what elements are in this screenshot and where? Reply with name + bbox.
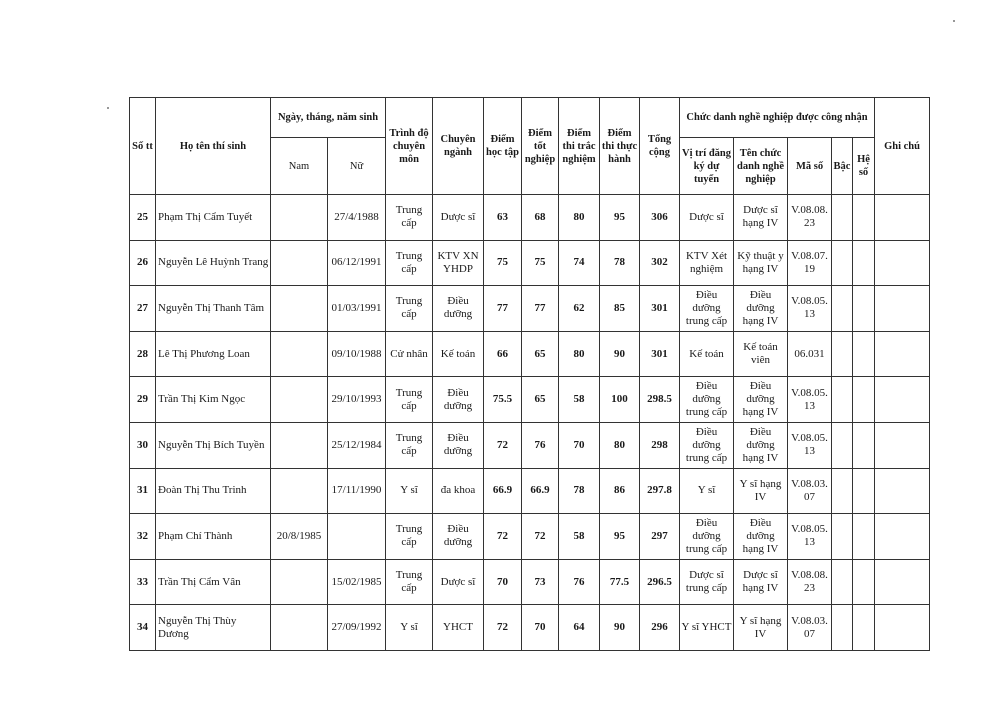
table-row [130,422,930,468]
table-row [130,559,930,605]
row-position: Điều dưỡng trung cấp [680,377,734,423]
row-score-mcq: 58 [559,514,600,560]
row-dob-male [271,331,328,377]
row-position: Dược sĩ trung cấp [680,559,734,605]
row-score-grad: 75 [522,240,559,286]
row-rank [832,195,853,241]
header-score-practice: Điểm thi thực hành [600,98,640,195]
row-dob-female: 29/10/1993 [328,377,386,423]
row-stt: 30 [130,422,156,468]
row-dob-male [271,377,328,423]
row-code: V.08.08. 23 [788,559,832,605]
header-dob-male: Nam [271,138,328,195]
row-rank [832,559,853,605]
row-stt: 26 [130,240,156,286]
row-score-practice: 80 [600,422,640,468]
row-total: 301 [640,286,680,332]
row-major: Dược sĩ [433,559,484,605]
row-rank [832,331,853,377]
row-dob-female: 27/09/1992 [328,605,386,651]
row-position: Kế toán [680,331,734,377]
row-score-grad: 66.9 [522,468,559,514]
header-title-name: Tên chức danh nghề nghiệp [734,138,788,195]
row-name: Nguyễn Thị Bích Tuyền [156,422,271,468]
table-row [130,514,930,560]
row-coef [853,559,875,605]
row-total: 302 [640,240,680,286]
row-position: Y sĩ [680,468,734,514]
row-code: V.08.05. 13 [788,514,832,560]
row-score-mcq: 80 [559,331,600,377]
row-rank [832,514,853,560]
row-score-study: 75 [484,240,522,286]
row-total: 297 [640,514,680,560]
row-score-study: 63 [484,195,522,241]
row-score-grad: 70 [522,605,559,651]
header-level: Trình độ chuyên môn [386,98,433,195]
row-major: Điều dưỡng [433,286,484,332]
row-dob-male [271,240,328,286]
row-total: 298 [640,422,680,468]
table-body [130,195,930,651]
row-position: Dược sĩ [680,195,734,241]
row-position: Điều dưỡng trung cấp [680,514,734,560]
header-score-study: Điểm học tập [484,98,522,195]
row-major: Điều dưỡng [433,377,484,423]
header-major: Chuyên ngành [433,98,484,195]
row-stt: 33 [130,559,156,605]
row-name: Nguyễn Thị Thùy Dương [156,605,271,651]
row-major: KTV XN YHDP [433,240,484,286]
row-code: V.08.03. 07 [788,468,832,514]
row-note [875,195,930,241]
row-level: Y sĩ [386,605,433,651]
row-score-study: 70 [484,559,522,605]
row-stt: 28 [130,331,156,377]
row-dob-female [328,514,386,560]
row-code: V.08.05. 13 [788,377,832,423]
row-note [875,468,930,514]
row-coef [853,377,875,423]
row-coef [853,331,875,377]
row-level: Y sĩ [386,468,433,514]
row-dob-male [271,468,328,514]
row-dob-male [271,286,328,332]
row-stt: 31 [130,468,156,514]
row-note [875,377,930,423]
row-position: Điều dưỡng trung cấp [680,422,734,468]
row-code: V.08.05. 13 [788,286,832,332]
row-title: Y sĩ hạng IV [734,468,788,514]
row-level: Trung cấp [386,195,433,241]
row-dob-male: 20/8/1985 [271,514,328,560]
row-level: Trung cấp [386,377,433,423]
row-total: 301 [640,331,680,377]
row-name: Nguyễn Thị Thanh Tâm [156,286,271,332]
row-name: Nguyễn Lê Huỳnh Trang [156,240,271,286]
row-coef [853,195,875,241]
row-code: V.08.03. 07 [788,605,832,651]
row-dob-male [271,559,328,605]
row-coef [853,605,875,651]
row-score-mcq: 74 [559,240,600,286]
row-score-grad: 73 [522,559,559,605]
row-dob-female: 15/02/1985 [328,559,386,605]
row-major: Điều dưỡng [433,422,484,468]
row-dob-male [271,422,328,468]
row-dob-female: 06/12/1991 [328,240,386,286]
row-dob-female: 27/4/1988 [328,195,386,241]
table-row [130,195,930,241]
row-total: 298.5 [640,377,680,423]
row-score-study: 72 [484,514,522,560]
row-coef [853,286,875,332]
row-name: Lê Thị Phương Loan [156,331,271,377]
row-note [875,331,930,377]
row-note [875,514,930,560]
row-title: Điều dưỡng hạng IV [734,377,788,423]
row-title: Điều dưỡng hạng IV [734,514,788,560]
row-score-mcq: 78 [559,468,600,514]
row-total: 296.5 [640,559,680,605]
row-dob-female: 25/12/1984 [328,422,386,468]
row-level: Trung cấp [386,559,433,605]
row-code: 06.031 [788,331,832,377]
row-score-study: 66 [484,331,522,377]
row-dob-female: 01/03/1991 [328,286,386,332]
row-score-practice: 100 [600,377,640,423]
row-score-practice: 77.5 [600,559,640,605]
row-stt: 32 [130,514,156,560]
row-score-practice: 90 [600,331,640,377]
row-score-grad: 76 [522,422,559,468]
row-stt: 27 [130,286,156,332]
row-major: Dược sĩ [433,195,484,241]
row-score-mcq: 64 [559,605,600,651]
candidate-results-table [129,97,930,651]
row-rank [832,377,853,423]
row-title: Y sĩ hạng IV [734,605,788,651]
row-score-study: 72 [484,605,522,651]
header-name: Họ tên thí sinh [156,98,271,195]
row-score-grad: 68 [522,195,559,241]
header-stt: Số tt [130,98,156,195]
row-name: Trần Thị Kim Ngọc [156,377,271,423]
row-major: Kế toán [433,331,484,377]
row-total: 306 [640,195,680,241]
row-code: V.08.07. 19 [788,240,832,286]
row-title: Dược sĩ hạng IV [734,195,788,241]
table-row [130,286,930,332]
row-major: đa khoa [433,468,484,514]
row-dob-male [271,605,328,651]
row-level: Trung cấp [386,514,433,560]
row-level: Trung cấp [386,240,433,286]
row-stt: 34 [130,605,156,651]
row-title: Dược sĩ hạng IV [734,559,788,605]
row-coef [853,422,875,468]
scan-speck [107,107,109,109]
row-dob-female: 17/11/1990 [328,468,386,514]
row-title: Kế toán viên [734,331,788,377]
row-score-study: 72 [484,422,522,468]
header-dob: Ngày, tháng, năm sinh [271,98,386,138]
row-position: KTV Xét nghiệm [680,240,734,286]
row-level: Trung cấp [386,422,433,468]
row-coef [853,514,875,560]
row-score-practice: 78 [600,240,640,286]
row-major: YHCT [433,605,484,651]
header-code: Mã số [788,138,832,195]
row-score-practice: 95 [600,514,640,560]
row-score-study: 77 [484,286,522,332]
row-note [875,240,930,286]
row-name: Phạm Chí Thành [156,514,271,560]
row-coef [853,240,875,286]
row-position: Điều dưỡng trung cấp [680,286,734,332]
row-score-study: 75.5 [484,377,522,423]
row-rank [832,422,853,468]
row-score-mcq: 58 [559,377,600,423]
row-note [875,605,930,651]
row-score-grad: 65 [522,331,559,377]
row-title: Kỹ thuật y hạng IV [734,240,788,286]
header-dob-female: Nữ [328,138,386,195]
row-note [875,286,930,332]
row-level: Trung cấp [386,286,433,332]
header-note: Ghi chú [875,98,930,195]
row-score-study: 66.9 [484,468,522,514]
row-rank [832,240,853,286]
header-rank: Bậc [832,138,853,195]
table-row [130,468,930,514]
row-name: Đoàn Thị Thu Trinh [156,468,271,514]
row-score-practice: 90 [600,605,640,651]
row-name: Phạm Thị Cẩm Tuyết [156,195,271,241]
table-row [130,605,930,651]
row-score-practice: 86 [600,468,640,514]
row-position: Y sĩ YHCT [680,605,734,651]
row-coef [853,468,875,514]
header-coef: Hệ số [853,138,875,195]
row-stt: 25 [130,195,156,241]
header-total: Tổng cộng [640,98,680,195]
row-score-mcq: 62 [559,286,600,332]
row-score-mcq: 70 [559,422,600,468]
table-row [130,377,930,423]
header-score-grad: Điểm tốt nghiệp [522,98,559,195]
row-rank [832,286,853,332]
row-title: Điều dưỡng hạng IV [734,286,788,332]
row-title: Điều dưỡng hạng IV [734,422,788,468]
row-code: V.08.05. 13 [788,422,832,468]
scan-speck [953,20,955,22]
row-score-grad: 65 [522,377,559,423]
row-score-mcq: 76 [559,559,600,605]
row-note [875,422,930,468]
table-row [130,240,930,286]
row-score-practice: 85 [600,286,640,332]
row-level: Cử nhân [386,331,433,377]
row-rank [832,468,853,514]
row-dob-male [271,195,328,241]
header-position: Vị trí đăng ký dự tuyển [680,138,734,195]
row-score-mcq: 80 [559,195,600,241]
row-total: 296 [640,605,680,651]
row-major: Điều dưỡng [433,514,484,560]
row-note [875,559,930,605]
row-score-grad: 72 [522,514,559,560]
row-score-grad: 77 [522,286,559,332]
row-name: Trần Thị Cẩm Vân [156,559,271,605]
header-title-group: Chức danh nghề nghiệp được công nhận [680,98,875,138]
row-dob-female: 09/10/1988 [328,331,386,377]
row-code: V.08.08. 23 [788,195,832,241]
row-total: 297.8 [640,468,680,514]
row-stt: 29 [130,377,156,423]
table-row [130,331,930,377]
row-score-practice: 95 [600,195,640,241]
row-rank [832,605,853,651]
header-score-mcq: Điểm thi trắc nghiệm [559,98,600,195]
